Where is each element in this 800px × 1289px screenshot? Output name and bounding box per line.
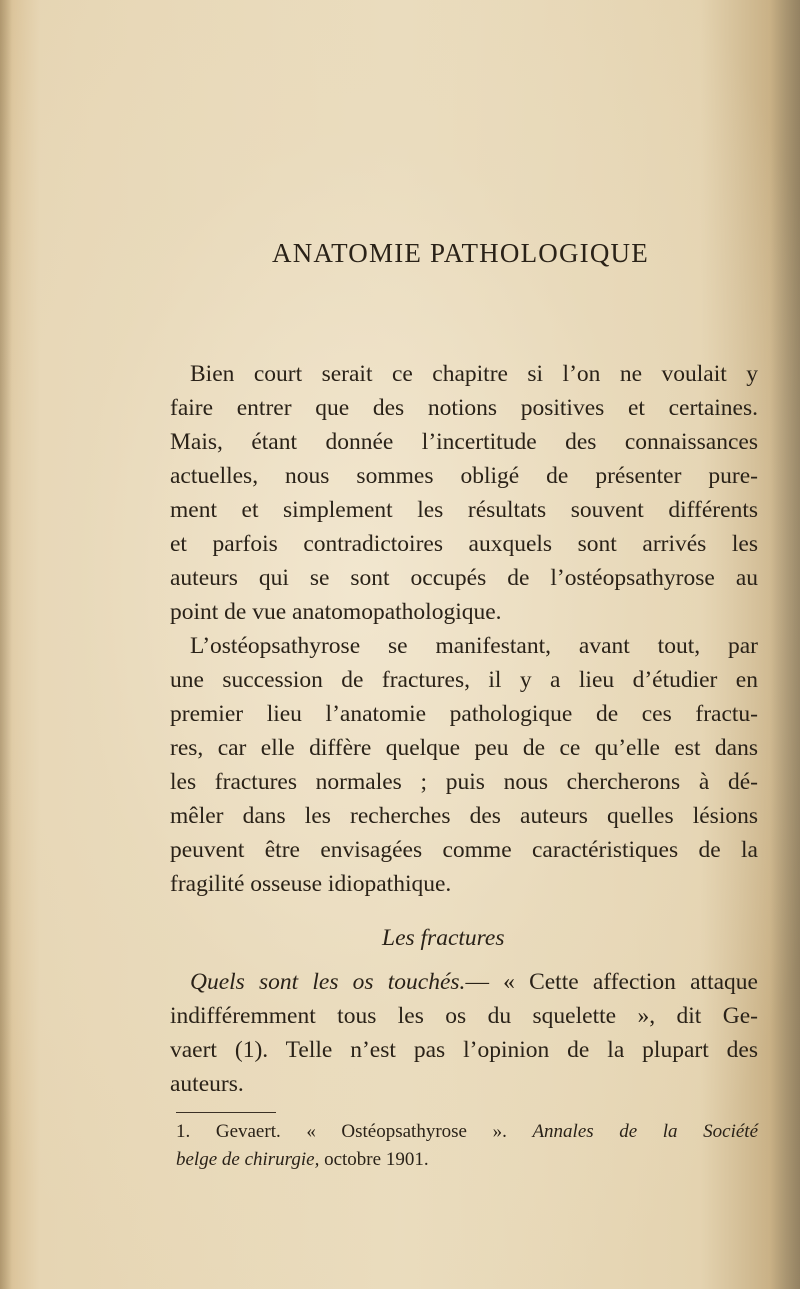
paragraph-1-line: Bien court serait ce chapitre si l’on ne voulait y: [190, 361, 758, 387]
page-edge-shadow: [770, 0, 800, 1289]
spine-shadow: [0, 0, 12, 1289]
footnote-journal: Annales de la Société: [532, 1121, 758, 1142]
paragraph-1-line: Mais, étant donnée l’incertitude des connaissances: [170, 429, 758, 455]
paragraph-2-line: une succession de fractures, il y a lieu d’étudier en: [170, 667, 758, 693]
footnote-line-1: [176, 1120, 758, 1144]
paragraph-1-line: et parfois contradictoires auxquels sont arrivés les: [170, 531, 758, 557]
section-heading: Les fractures: [382, 925, 505, 951]
footnote-line-2: [176, 1148, 758, 1172]
paragraph-2-line: mêler dans les recherches des auteurs quelles lésions: [170, 803, 758, 829]
paragraph-1-line: faire entrer que des notions positives et certaines.: [170, 395, 758, 421]
paragraph-1-line: ment et simplement les résultats souvent différents: [170, 497, 758, 523]
footnote-date: octobre 1901.: [324, 1149, 429, 1170]
paragraph-3-lead-italic: Quels sont les os touchés.: [190, 969, 466, 995]
paragraph-1-line: auteurs qui se sont occupés de l’ostéopsathyrose au: [170, 565, 758, 591]
paragraph-2-line: premier lieu l’anatomie pathologique de ces fractu-: [170, 701, 758, 727]
paragraph-1-line: point de vue anatomopathologique.: [170, 599, 502, 625]
paragraph-3-first-line: [190, 968, 758, 996]
footnote-reference: 1. Gevaert. « Ostéopsathyrose ».: [176, 1121, 507, 1142]
footnote-rule: [176, 1112, 276, 1113]
chapter-title: ANATOMIE PATHOLOGIQUE: [272, 238, 649, 268]
paragraph-2-line: fragilité osseuse idiopathique.: [170, 871, 452, 897]
paragraph-2-line: les fractures normales ; puis nous chercherons à dé-: [170, 769, 758, 795]
paragraph-3-lead-rest: — « Cette affection attaque: [465, 969, 758, 995]
paragraph-2-line: L’ostéopsathyrose se manifestant, avant tout, par: [190, 633, 758, 659]
paragraph-3-line: vaert (1). Telle n’est pas l’opinion de la plupart des: [170, 1037, 758, 1063]
paragraph-1-line: actuelles, nous sommes obligé de présenter pure-: [170, 463, 758, 489]
paragraph-3-line: indifféremment tous les os du squelette », dit Ge-: [170, 1003, 758, 1029]
footnote-journal-cont: belge de chirurgie,: [176, 1149, 320, 1170]
paragraph-3-line: auteurs.: [170, 1071, 244, 1097]
paragraph-2-line: res, car elle diffère quelque peu de ce qu’elle est dans: [170, 735, 758, 761]
paragraph-2-line: peuvent être envisagées comme caractéristiques de la: [170, 837, 758, 863]
